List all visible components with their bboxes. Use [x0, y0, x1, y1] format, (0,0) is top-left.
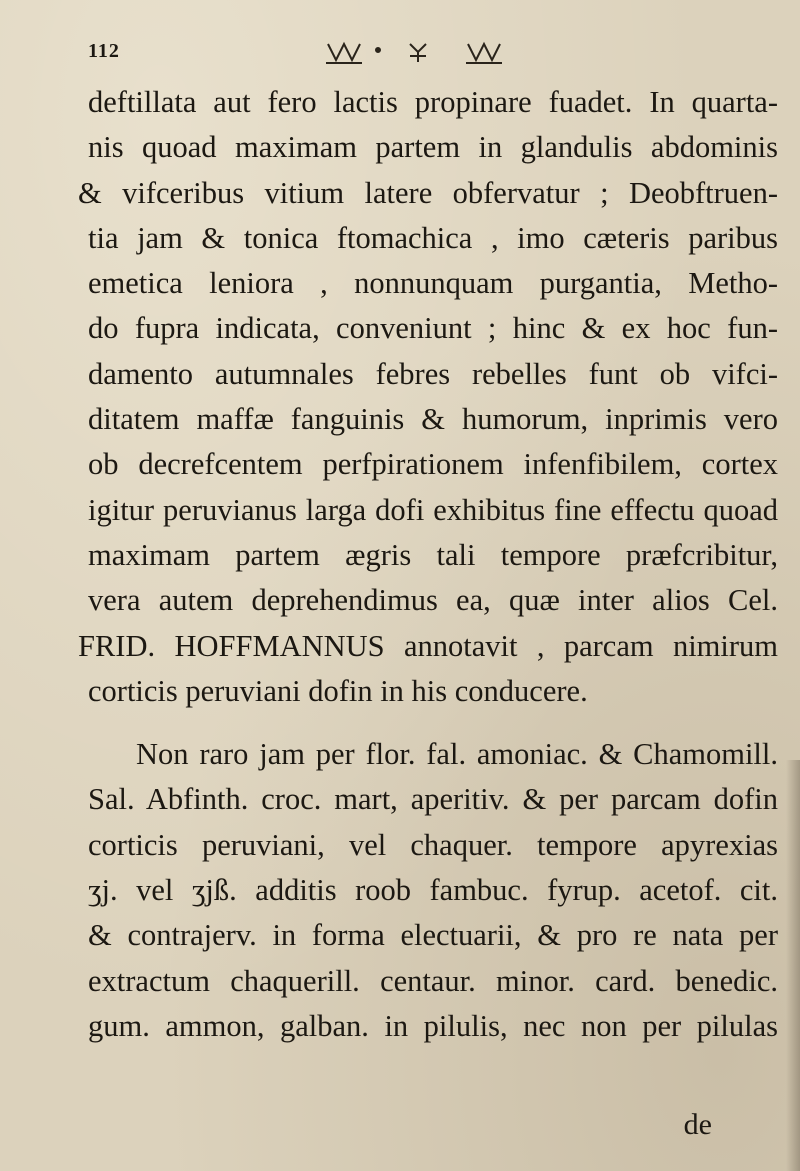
text-line: & contrajerv. in forma electuarii, & pro re nata per	[88, 918, 778, 953]
text-line: ob decrefcentem perfpirationem infenfibilem, cortex	[88, 447, 778, 482]
text-line: damento autumnales febres rebelles funt ob vifci-	[88, 356, 778, 391]
text-line: gum. ammon, galban. in pilulis, nec non per pilulas	[88, 1008, 778, 1043]
text-line: maximam partem ægris tali tempore præfcribitur,	[88, 537, 778, 572]
text-line: FRID. HOFFMANNUS annotavit , parcam nimirum	[78, 628, 778, 663]
text-line: ditatem maffæ fanguinis & humorum, inprimis vero	[88, 402, 778, 437]
text-line: extractum chaquerill. centaur. minor. card. benedic.	[88, 963, 778, 998]
text-line: tia jam & tonica ftomachica , imo cæteris paribus	[88, 220, 778, 255]
text-line: igitur peruvianus larga dofi exhibitus fine effectu quoad	[88, 492, 778, 527]
header-ornament	[318, 40, 548, 66]
text-line: corticis peruviani dofin in his conducere.	[88, 673, 588, 708]
page-number: 112	[88, 40, 120, 62]
text-line: Sal. Abfinth. croc. mart, aperitiv. & per parcam dofin	[88, 782, 778, 817]
text-line: vera autem deprehendimus ea, quæ inter alios Cel.	[88, 583, 778, 618]
text-line: corticis peruviani, vel chaquer. tempore apyrexias	[88, 827, 778, 862]
catchword: de	[683, 1108, 712, 1141]
body-text	[78, 80, 778, 1049]
text-line: & vifceribus vitium latere obfervatur ; Deobftruen-	[78, 175, 778, 210]
running-header	[88, 40, 708, 68]
text-line: deftillata aut fero lactis propinare fuadet. In quarta-	[88, 85, 778, 119]
text-line: nis quoad maximam partem in glandulis abdominis	[88, 130, 778, 165]
page-edge-shadow	[786, 760, 800, 1171]
text-line: Non raro jam per flor. fal. amoniac. & Chamomill.	[136, 737, 778, 772]
text-line: do fupra indicata, conveniunt ; hinc & ex hoc fun-	[88, 311, 778, 346]
text-line: emetica leniora , nonnunquam purgantia, Metho-	[88, 266, 778, 301]
text-line: ʒj. vel ʒjß. additis roob fambuc. fyrup. acetof. cit.	[88, 873, 778, 908]
